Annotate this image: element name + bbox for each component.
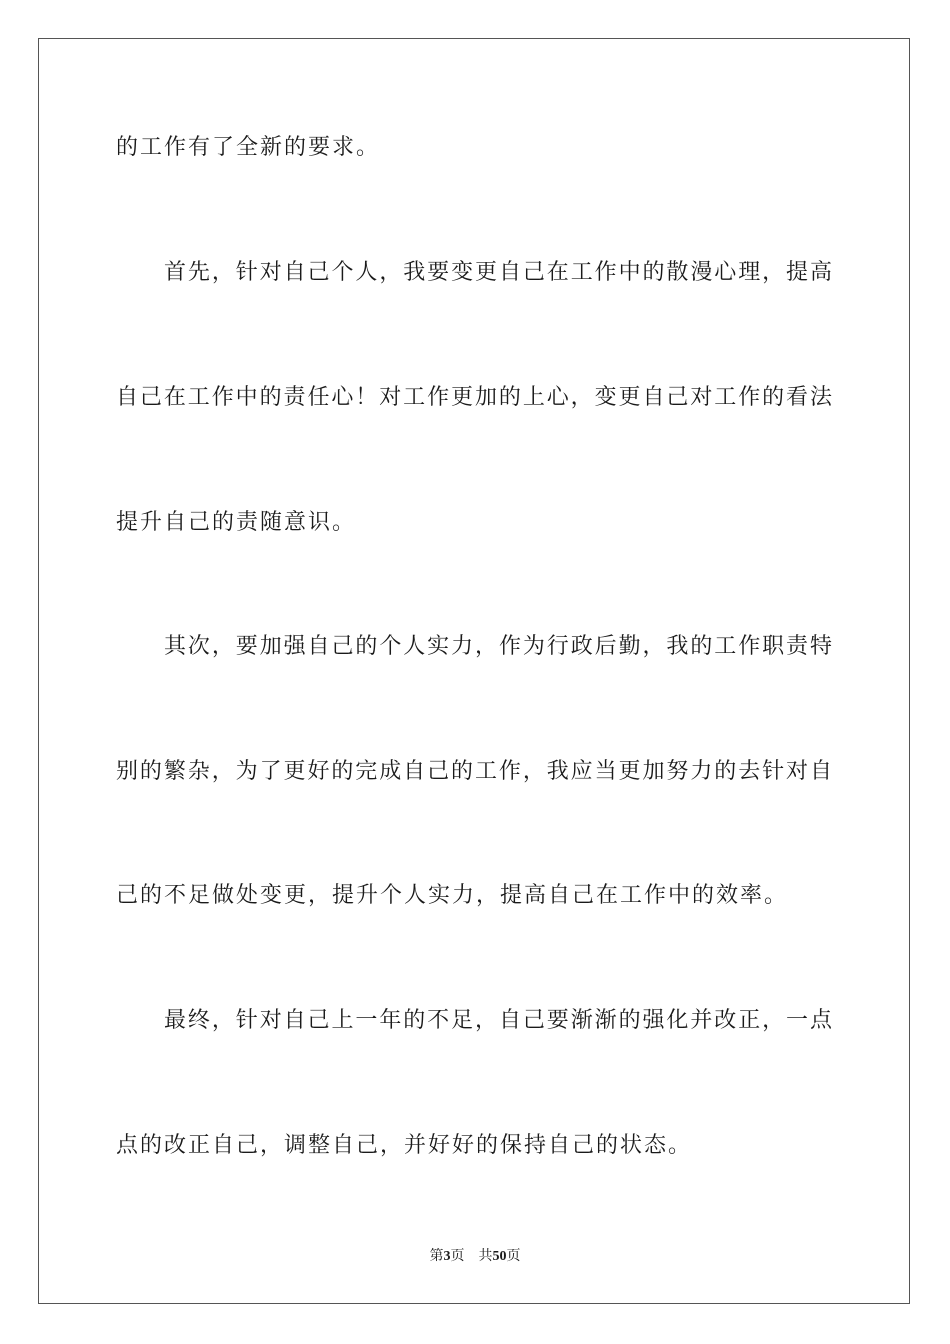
page-label-suffix: 页 [450, 1248, 465, 1264]
text-line: 别的繁杂，为了更好的完成自己的工作，我应当更加努力的去针对自 [116, 759, 832, 784]
total-pages: 50 [492, 1249, 507, 1264]
page-number: 3 [443, 1249, 451, 1264]
text-line: 点的改正自己，调整自己，并好好的保持自己的状态。 [116, 1133, 693, 1158]
text-line: 其次，要加强自己的个人实力，作为行政后勤，我的工作职责特 [164, 634, 832, 659]
text-line: 首先，针对自己个人，我要变更自己在工作中的散漫心理，提高 [164, 260, 832, 285]
total-label-prefix: 共 [478, 1248, 493, 1264]
page-footer [0, 1246, 950, 1267]
text-line: 己的不足做处变更，提升个人实力，提高自己在工作中的效率。 [116, 883, 789, 908]
text-line: 提升自己的责随意识。 [116, 510, 357, 535]
total-label-suffix: 页 [506, 1248, 521, 1264]
page-border [38, 38, 910, 1304]
text-line: 最终，针对自己上一年的不足，自己要渐渐的强化并改正，一点 [164, 1008, 832, 1033]
text-line: 的工作有了全新的要求。 [116, 135, 381, 160]
page-label-prefix: 第 [429, 1248, 444, 1264]
text-line: 自己在工作中的责任心！对工作更加的上心，变更自己对工作的看法 [116, 385, 832, 410]
